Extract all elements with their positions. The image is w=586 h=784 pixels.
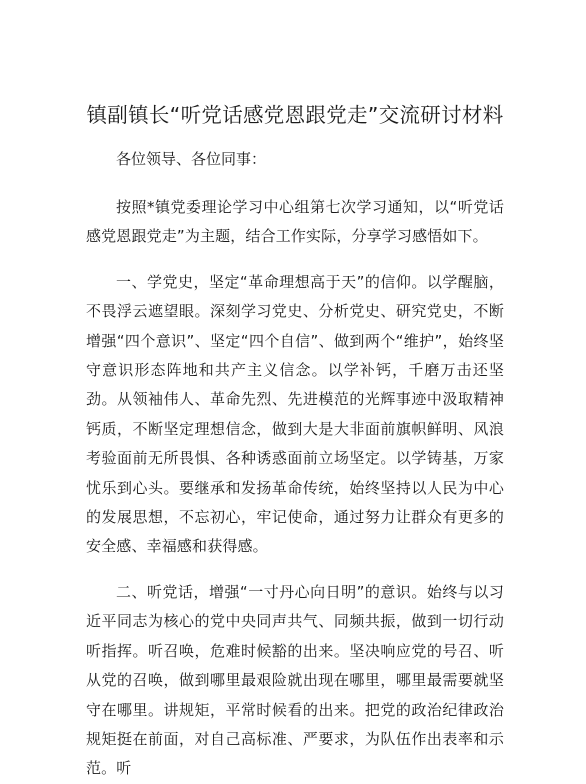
document-title: 镇副镇长“听党话感党恩跟党走”交流研讨材料 [86,103,504,127]
greeting: 各位领导、各位同事： [116,150,267,168]
paragraph-intro: 按照*镇党委理论学习中心组第七次学习通知，以“听党话感党恩跟党走”为主题，结合工作实际，分享学习感悟如下。 [86,198,504,246]
paragraph-section-one: 一、学党史，坚定“革命理想高于天”的信仰。以学醒脑，不畏浮云遮望眼。深刻学习党史、分析党史、研究党史，不断增强“四个意识”、坚定“四个自信”、做到两个“维护”，始终坚守意识形态阵地和共产主义信念。以学补钙，千磨万击还坚劲。从领袖伟人、革命先烈、先进模范的光辉事迹中汲取精神钙质，不断坚定理想信念，做到大是大非面前旗帜鲜明、风浪考验面前无所畏惧、各种诱惑面前立场坚定。以学铸基，万家忧乐到心头。要继承和发扬革命传统，始终坚持以人民为中心的发展思想，不忘初心，牢记使命，通过努力让群众有更多的安全感、幸福感和获得感。 [86,272,504,556]
paragraph-section-two: 二、听党话，增强“一寸丹心向日明”的意识。始终与以习近平同志为核心的党中央同声共气、同频共振，做到一切行动听指挥。听召唤，危难时候豁的出来。坚决响应党的号召、听从党的召唤，做到哪里最艰险就出现在哪里，哪里最需要就坚守在哪里。讲规矩，平常时候看的出来。把党的政治纪律政治规矩挺在前面，对自己高标准、严要求，为队伍作出表率和示范。听 [86,582,504,778]
